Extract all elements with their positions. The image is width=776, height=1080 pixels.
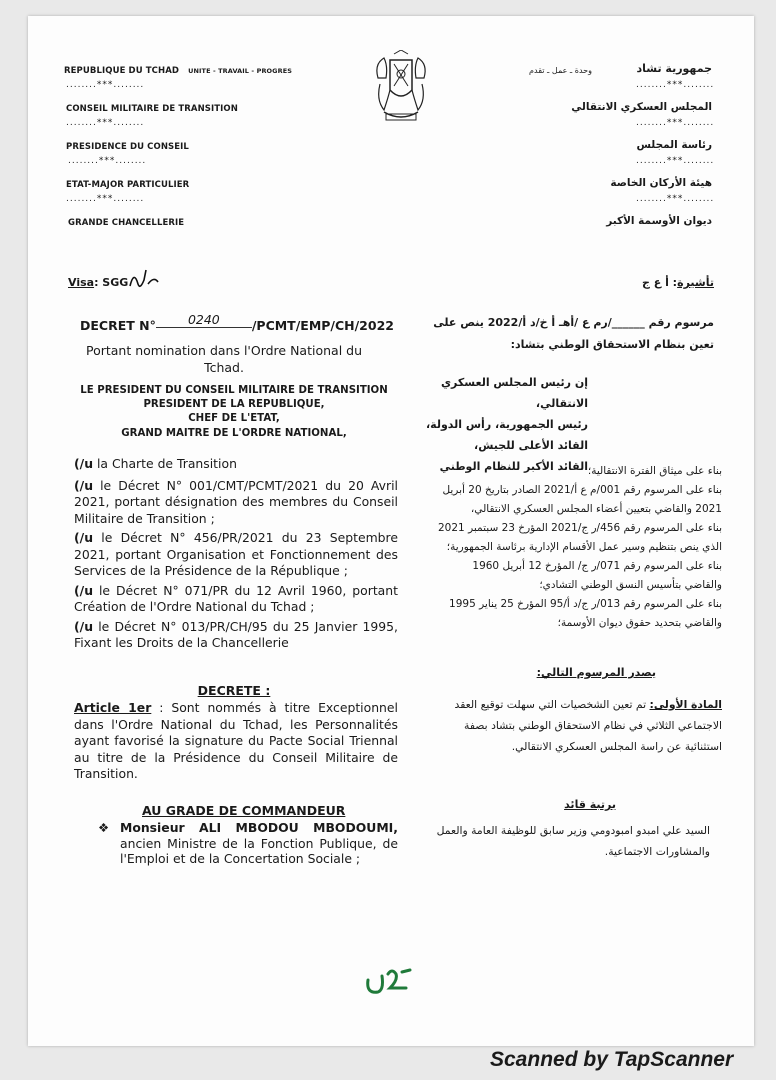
consideration-text: le Décret N° 456/PR/2021 du 23 Septembre 2021, portant Organisation et Fonctionnement des Services de la Présidence de la République ; — [74, 530, 398, 578]
article-1-text: : Sont nommés à titre Exceptionnel dans l'Ordre National du Tchad, les Personnalités ayant favorisé la signature du Pacte Social Triennal au titre de la Présidence du Conseil Militaire de Transition. — [74, 700, 398, 781]
consideration-text: le Décret N° 001/CMT/PCMT/2021 du 20 Avril 2021, portant désignation des membres du Conseil Militaire de Transition ; — [74, 477, 398, 526]
consideration-item: (/u le Décret N° 071/PR du 12 Avril 1960, portant Création de l'Ordre National du Tchad ; — [74, 582, 398, 614]
president-line: CHEF DE L'ETAT, — [188, 413, 280, 425]
header-left-etat-major: ETAT-MAJOR PARTICULIER — [66, 180, 190, 190]
header-right-presidence: رئاسة المجلس — [636, 139, 712, 151]
visa-value: : SGG — [94, 276, 129, 289]
arabic-president-line: رئيس الجمهورية، رأس الدولة، — [425, 418, 588, 431]
decrete-heading: DECRETE : — [197, 683, 271, 698]
arabic-consideration: بناء على المرسوم رقم 013/ر ج/د أ/95 المؤرخ 25 يناير 1995 والقاضي بتحديد حقوق ديوان الأوسمة؛ — [449, 598, 722, 629]
visa-ar-label: تأشيرة — [677, 276, 714, 289]
arabic-article-1-text: تم تعين الشخصيات التي سهلت توقيع العقد الاجتماعي الثلاثي في نظام الاستحقاق الوطني بتشاد بصفة استثنائية عن راسة المجلس العسكري الانتقالي. — [454, 698, 722, 753]
arabic-grade-heading: برتبة قائد — [564, 798, 616, 811]
arabic-president-line: القائد الأكبر للنظام الوطني — [439, 460, 588, 473]
article-1 — [74, 700, 398, 783]
consideration-text: le Décret N° 071/PR du 12 Avril 1960, portant Création de l'Ordre National du Tchad ; — [74, 582, 398, 614]
header-dots: ........***........ — [66, 118, 145, 128]
grade-heading: AU GRADE DE COMMANDEUR — [142, 803, 346, 818]
consideration-text: le Décret N° 013/PR/CH/95 du 25 Janvier 1995, Fixant les Droits de la Chancellerie — [74, 618, 398, 650]
header-right-motto: وحدة ـ عمل ـ تقدم — [529, 66, 592, 75]
arabic-article-1 — [432, 694, 722, 757]
arabic-nominee — [430, 820, 710, 862]
coat-of-arms-emblem — [370, 50, 432, 130]
header-right-chancellerie: ديوان الأوسمة الأكبر — [606, 215, 712, 227]
consideration-item: (/u le Décret N° 001/CMT/PCMT/2021 du 20 Avril 2021, portant désignation des membres du Conseil Militaire de Transition ; — [74, 477, 398, 526]
header-left-motto: UNITE - TRAVAIL - PROGRES — [188, 67, 293, 75]
arabic-president-line: القائد الأعلى للجيش، — [474, 439, 588, 452]
visa-ar-line — [642, 276, 714, 289]
president-line: LE PRESIDENT DU CONSEIL MILITAIRE DE TRANSITION — [80, 385, 388, 396]
article-1-label: Article 1er — [74, 700, 152, 715]
header-right-republique: جمهورية تشاد — [636, 62, 712, 75]
header-dots: ........***........ — [636, 156, 715, 166]
decree-subtitle: Portant nomination dans l'Ordre National du Tchad. — [85, 343, 362, 375]
scanner-watermark: Scanned by TapScanner — [490, 1048, 734, 1071]
header-dots: ........***........ — [636, 118, 715, 128]
header-left-chancellerie: GRANDE CHANCELLERIE — [68, 218, 185, 228]
decree-title — [80, 312, 394, 334]
arabic-president-line: إن رئيس المجلس العسكري الانتقالي، — [440, 376, 588, 410]
header-dots: ........***........ — [636, 80, 715, 90]
decree-prefix: DECRET N° — [80, 318, 156, 333]
header-right-etat-major: هيئة الأركان الخاصة — [610, 177, 712, 189]
consideration-item: (/u le Décret N° 456/PR/2021 du 23 Septembre 2021, portant Organisation et Fonctionnement des Services de la Présidence de la République ; — [74, 530, 398, 578]
consideration-text: la Charte de Transition — [96, 456, 237, 471]
arabic-consideration: بناء على المرسوم رقم 071/ر ج/ المؤرخ 12 أبريل 1960 والقاضي بتأسيس النسق الوطني التشادي؛ — [472, 560, 722, 591]
consideration-item: (/u le Décret N° 013/PR/CH/95 du 25 Janvier 1995, Fixant les Droits de la Chancellerie — [74, 618, 398, 650]
arabic-consideration: بناء على المرسوم رقم 456/ر ج/2021 المؤرخ 23 سبتمبر 2021 الذي ينص بتنظيم وسير عمل الأقسام الإدارية برئاسة الجمهورية؛ — [438, 522, 722, 553]
arabic-article-1-label: المادة الأولى: — [649, 698, 722, 711]
arabic-considerations — [432, 462, 722, 633]
considerations-list — [74, 456, 398, 652]
arabic-decree-line2: تعين بنظام الاستحقاق الوطني بتشاد: — [510, 338, 714, 351]
header-dots: ........***........ — [66, 194, 145, 204]
bullet-icon: ❖ — [98, 820, 110, 835]
visa-label: Visa — [68, 276, 95, 289]
president-line: PRESIDENT DE LA REPUBLIQUE, — [143, 399, 325, 411]
header-dots: ........***........ — [636, 194, 715, 204]
decree-number: 0240 — [156, 312, 252, 328]
arabic-nominee-text: السيد علي امبدو امبودومي وزير سابق للوظيفة العامة والعمل والمشاورات الاجتماعية. — [436, 824, 710, 858]
nominee-description: ancien Ministre de la Fonction Publique, de l'Emploi et de la Concertation Sociale ; — [120, 835, 398, 866]
visa-ar-value: : أ ع ج — [641, 276, 678, 289]
arabic-decree-line: مرسوم رقم ______/رم ع /أهـ أ خ/د أ/2022 ينص على — [433, 316, 714, 329]
header-dots: ........***........ — [66, 80, 145, 90]
decree-suffix: /PCMT/EMP/CH/2022 — [251, 318, 394, 333]
arabic-decrete-heading: يصدر المرسوم التالي: — [536, 666, 656, 679]
visa-line — [68, 276, 128, 289]
header-left-republique — [64, 66, 292, 76]
visa-initials-signature — [126, 266, 160, 292]
arabic-consideration: بناء على المرسوم رقم 001/م ع أ/2021 الصادر بتاريخ 20 أبريل 2021 والقاضي بتعيين أعضاء المجلس العسكري الانتقالي، — [442, 484, 722, 515]
handwritten-initials-signature — [362, 964, 416, 1000]
consideration-item: (/u la Charte de Transition — [74, 456, 237, 471]
nominee-entry — [98, 820, 398, 867]
president-block — [74, 384, 394, 441]
arabic-consideration: بناء على ميثاق الفترة الانتقالية؛ — [587, 465, 722, 477]
header-right-conseil: المجلس العسكري الانتقالي — [571, 101, 712, 113]
header-dots: ........***........ — [68, 156, 147, 166]
header-left-label: REPUBLIQUE DU TCHAD — [64, 66, 180, 76]
nominee-name: Monsieur ALI MBODOU MBODOUMI, — [120, 820, 398, 835]
president-line: GRAND MAITRE DE L'ORDRE NATIONAL, — [121, 427, 347, 439]
header-left-presidence: PRESIDENCE DU CONSEIL — [66, 142, 189, 152]
header-left-conseil: CONSEIL MILITAIRE DE TRANSITION — [66, 104, 238, 114]
